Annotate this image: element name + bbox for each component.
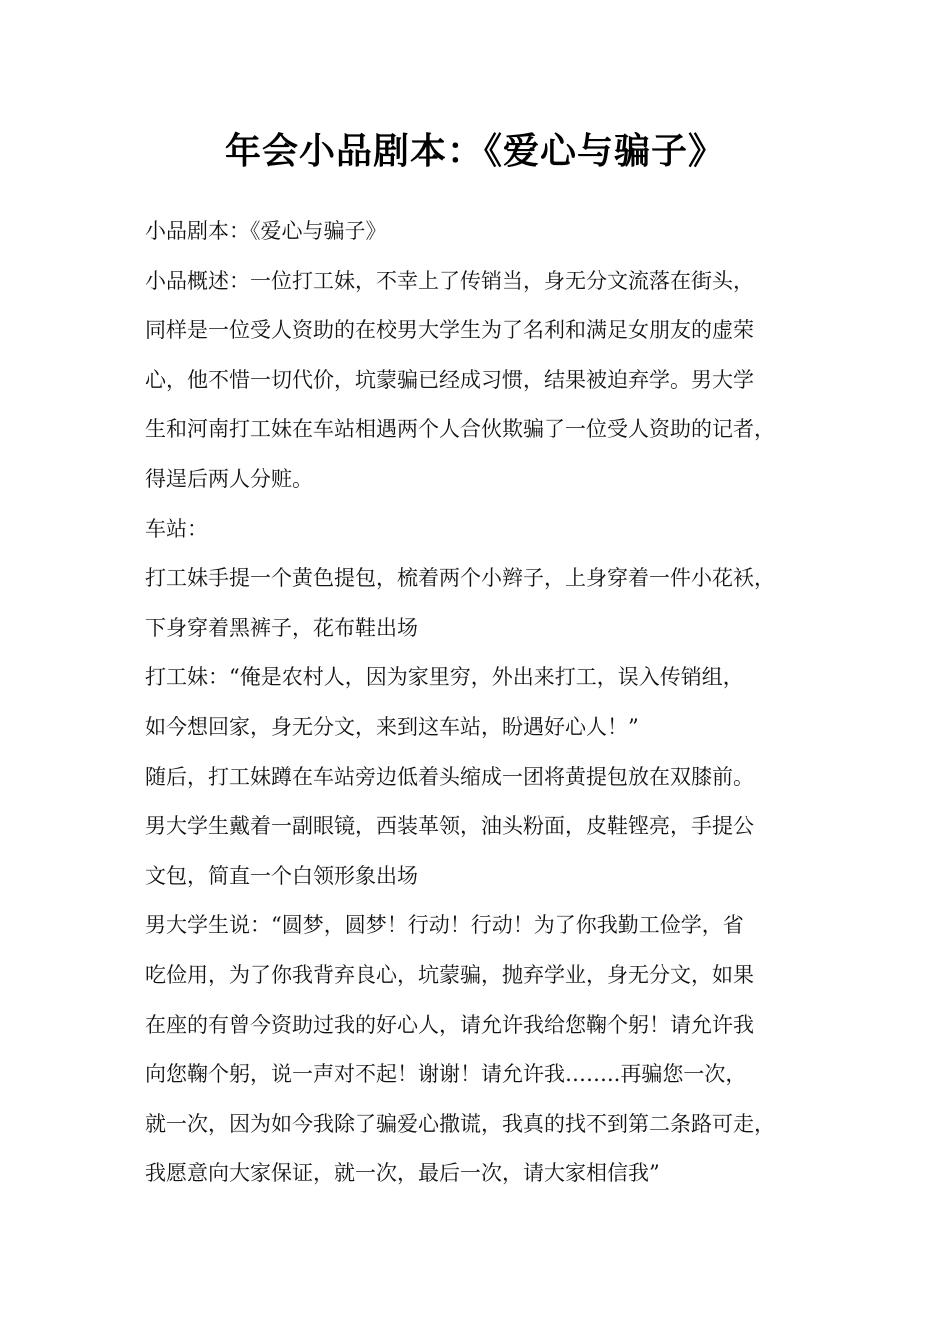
text-line: 车站： xyxy=(145,516,208,541)
text-line: 小品概述：一位打工妹，不幸上了传销当，身无分文流落在街头， xyxy=(145,268,754,293)
text-line: 打工妹：“俺是农村人，因为家里穷，外出来打工，误入传销组， xyxy=(145,665,744,690)
document-body xyxy=(145,207,810,1199)
text-line: 在座的有曾今资助过我的好心人，请允许我给您鞠个躬！请允许我 xyxy=(145,1012,754,1037)
text-line: 随后，打工妹蹲在车站旁边低着头缩成一团将黄提包放在双膝前。 xyxy=(145,764,754,789)
text-line: 打工妹手提一个黄色提包，梳着两个小辫子，上身穿着一件小花袄， xyxy=(145,566,775,591)
text-line: 得逞后两人分赃。 xyxy=(145,466,313,491)
text-line: 心，他不惜一切代价，坑蒙骗已经成习惯，结果被迫弃学。男大学 xyxy=(145,367,754,392)
text-line: 文包，简直一个白领形象出场 xyxy=(145,863,418,888)
text-line: 生和河南打工妹在车站相遇两个人合伙欺骗了一位受人资助的记者， xyxy=(145,417,775,442)
text-line: 小品剧本：《爱心与骗子》 xyxy=(145,219,387,243)
text-line: 向您鞠个躬，说一声对不起！谢谢！请允许我……..再骗您一次， xyxy=(145,1062,747,1087)
text-line: 吃俭用，为了你我背弃良心，坑蒙骗，抛弃学业，身无分文，如果 xyxy=(145,962,754,987)
text-line: 同样是一位受人资助的在校男大学生为了名利和满足女朋友的虚荣 xyxy=(145,318,754,343)
text-line: 就一次，因为如今我除了骗爱心撒谎，我真的找不到第二条路可走， xyxy=(145,1111,775,1136)
document-title: 年会小品剧本：《爱心与骗子》 xyxy=(224,131,725,172)
text-line: 如今想回家，身无分文，来到这车站，盼遇好心人！” xyxy=(145,714,639,739)
text-line: 男大学生说：“圆梦，圆梦！行动！行动！为了你我勤工俭学，省 xyxy=(145,913,744,938)
text-line: 我愿意向大家保证，就一次，最后一次，请大家相信我” xyxy=(145,1161,660,1186)
text-line: 男大学生戴着一副眼镜，西装革领，油头粉面，皮鞋铿亮，手提公 xyxy=(145,814,754,839)
text-line: 下身穿着黑裤子，花布鞋出场 xyxy=(145,615,418,640)
